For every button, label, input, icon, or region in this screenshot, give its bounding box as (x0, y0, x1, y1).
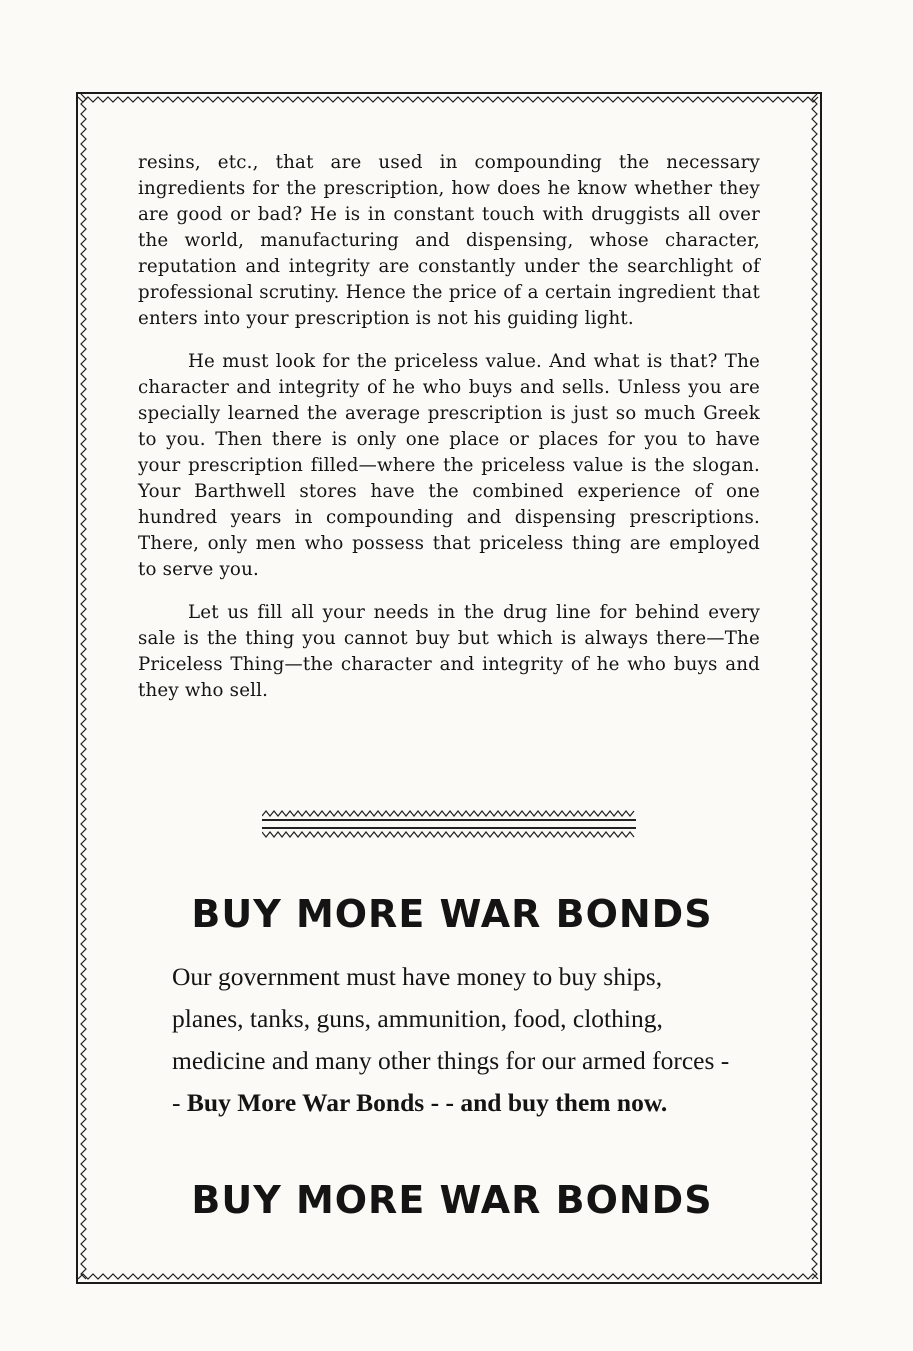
war-bonds-message-emphasis: Buy More War Bonds - - and buy them now. (186, 1088, 668, 1117)
war-bonds-headline-bottom: BUY MORE WAR BONDS (191, 1178, 713, 1222)
border-zigzag-left (80, 94, 88, 1282)
war-bonds-headline-top: BUY MORE WAR BONDS (191, 892, 713, 936)
war-bonds-message-text: Our government must have money to buy ships, planes, tanks, guns, ammunition, food, clothing, medicine and many other things for our armed forces - - (172, 962, 730, 1117)
border-zigzag-bottom (78, 1272, 820, 1280)
article-paragraph-1: resins, etc., that are used in compounding the necessary ingredients for the prescription, how does he know whether they are good or bad? He is in constant touch with druggists all over the world, manufacturing and dispensing, whose character, reputation and integrity are constantly under the searchlight of professional scrutiny. Hence the price of a certain ingredient that enters into your prescription is not his guiding light. (138, 152, 760, 329)
article-paragraph-3: Let us fill all your needs in the drug line for behind every sale is the thing you cannot buy but which is always there—The Priceless Thing—the character and integrity of he who buys and they who sell. (138, 602, 760, 701)
war-bonds-message (172, 956, 732, 1124)
border-zigzag-right (810, 94, 818, 1282)
border-zigzag-top (78, 96, 820, 104)
article-body (138, 150, 760, 721)
article-paragraph-2: He must look for the priceless value. And what is that? The character and integrity of he who buys and sells. Unless you are specially learned the average prescription is just so much Greek to you. Then there is only one place or places for you to have your prescription filled—where the priceless value is the slogan. Your Barthwell stores have the combined experience of one hundred years in compounding and dispensing prescriptions. There, only men who possess that priceless thing are employed to serve you. (138, 351, 760, 580)
ornamental-divider (262, 810, 636, 838)
